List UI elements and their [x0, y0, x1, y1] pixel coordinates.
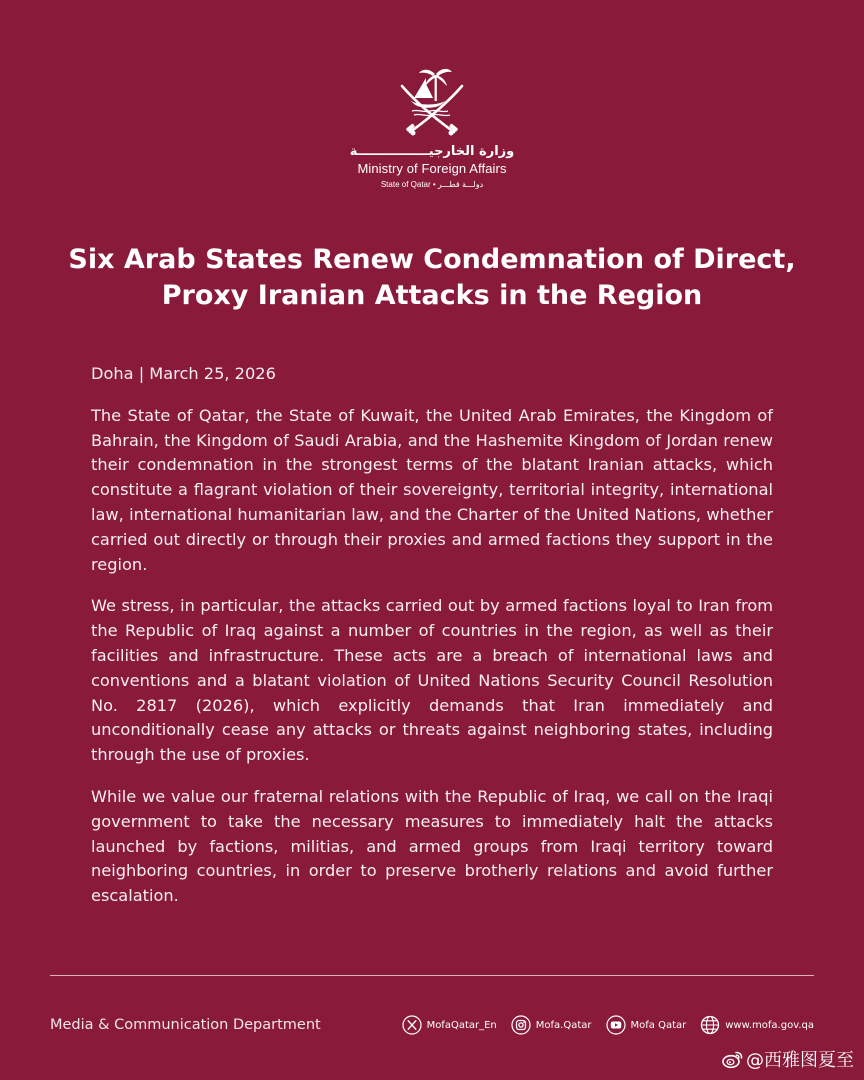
x-icon — [402, 1015, 422, 1035]
article-body — [91, 362, 773, 926]
instagram-icon — [511, 1015, 531, 1035]
paragraph-3: While we value our fraternal relations with the Republic of Iraq, we call on the Iraqi government to take the necessary measures to immediately halt the attacks launched by factions, militias, and armed groups from Iraqi territory toward neighboring countries, in order to preserve brotherly relations and avoid further escalation. — [91, 786, 773, 906]
title-line-1: Six Arab States Renew Condemnation of Direct, — [68, 244, 796, 275]
youtube-handle: Mofa Qatar — [630, 1019, 687, 1031]
dateline: Doha | March 25, 2026 — [91, 364, 276, 383]
youtube-icon — [606, 1015, 626, 1035]
paragraph-1: The State of Qatar, the State of Kuwait, the United Arab Emirates, the Kingdom of Bahrain, the Kingdom of Saudi Arabia, and the Hashemite Kingdom of Jordan renew their condemnation in the strongest terms of the blatant Iranian attacks, which constitute a flagrant violation of their sovereignty, territorial integrity, international law, international humanitarian law, and the Charter of the United Nations, whether carried out directly or through their proxies and armed factions they support in the region. — [91, 405, 773, 574]
state-name: State of Qatar • دولـــة قطـــر — [380, 180, 484, 189]
youtube-link[interactable] — [606, 1015, 687, 1035]
paragraph-2: We stress, in particular, the attacks carried out by armed factions loyal to Iran from the Republic of Iraq against a number of countries in the region, as well as their facilities and infrastructure. These acts are a breach of international laws and conventions and a blatant violation of United Nations Security Council Resolution No. 2817 (2026), which explicitly demands that Iran immediately and unconditionally cease any attacks or threats against neighboring states, including through the use of proxies. — [91, 596, 773, 765]
social-links — [402, 1015, 814, 1035]
weibo-icon — [722, 1049, 744, 1069]
title-line-2: Proxy Iranian Attacks in the Region — [161, 280, 703, 311]
website-url: www.mofa.gov.qa — [725, 1019, 814, 1031]
x-handle: MofaQatar_En — [426, 1019, 497, 1031]
ministry-logo — [0, 64, 864, 189]
ministry-arabic-name: وزارة الخارجيــــــــــــــــة — [349, 144, 515, 159]
ministry-english-name: Ministry of Foreign Affairs — [357, 161, 507, 176]
instagram-handle: Mofa.Qatar — [535, 1019, 592, 1031]
instagram-link[interactable] — [511, 1015, 592, 1035]
x-link[interactable] — [402, 1015, 497, 1035]
weibo-watermark — [722, 1046, 854, 1072]
department-name: Media & Communication Department — [50, 1017, 321, 1033]
watermark-text: @西雅图夏至 — [746, 1050, 854, 1071]
article-title — [60, 242, 804, 314]
globe-icon — [700, 1015, 720, 1035]
footer-divider — [50, 975, 814, 976]
website-link[interactable] — [700, 1015, 814, 1035]
qatar-emblem-icon — [396, 64, 468, 140]
